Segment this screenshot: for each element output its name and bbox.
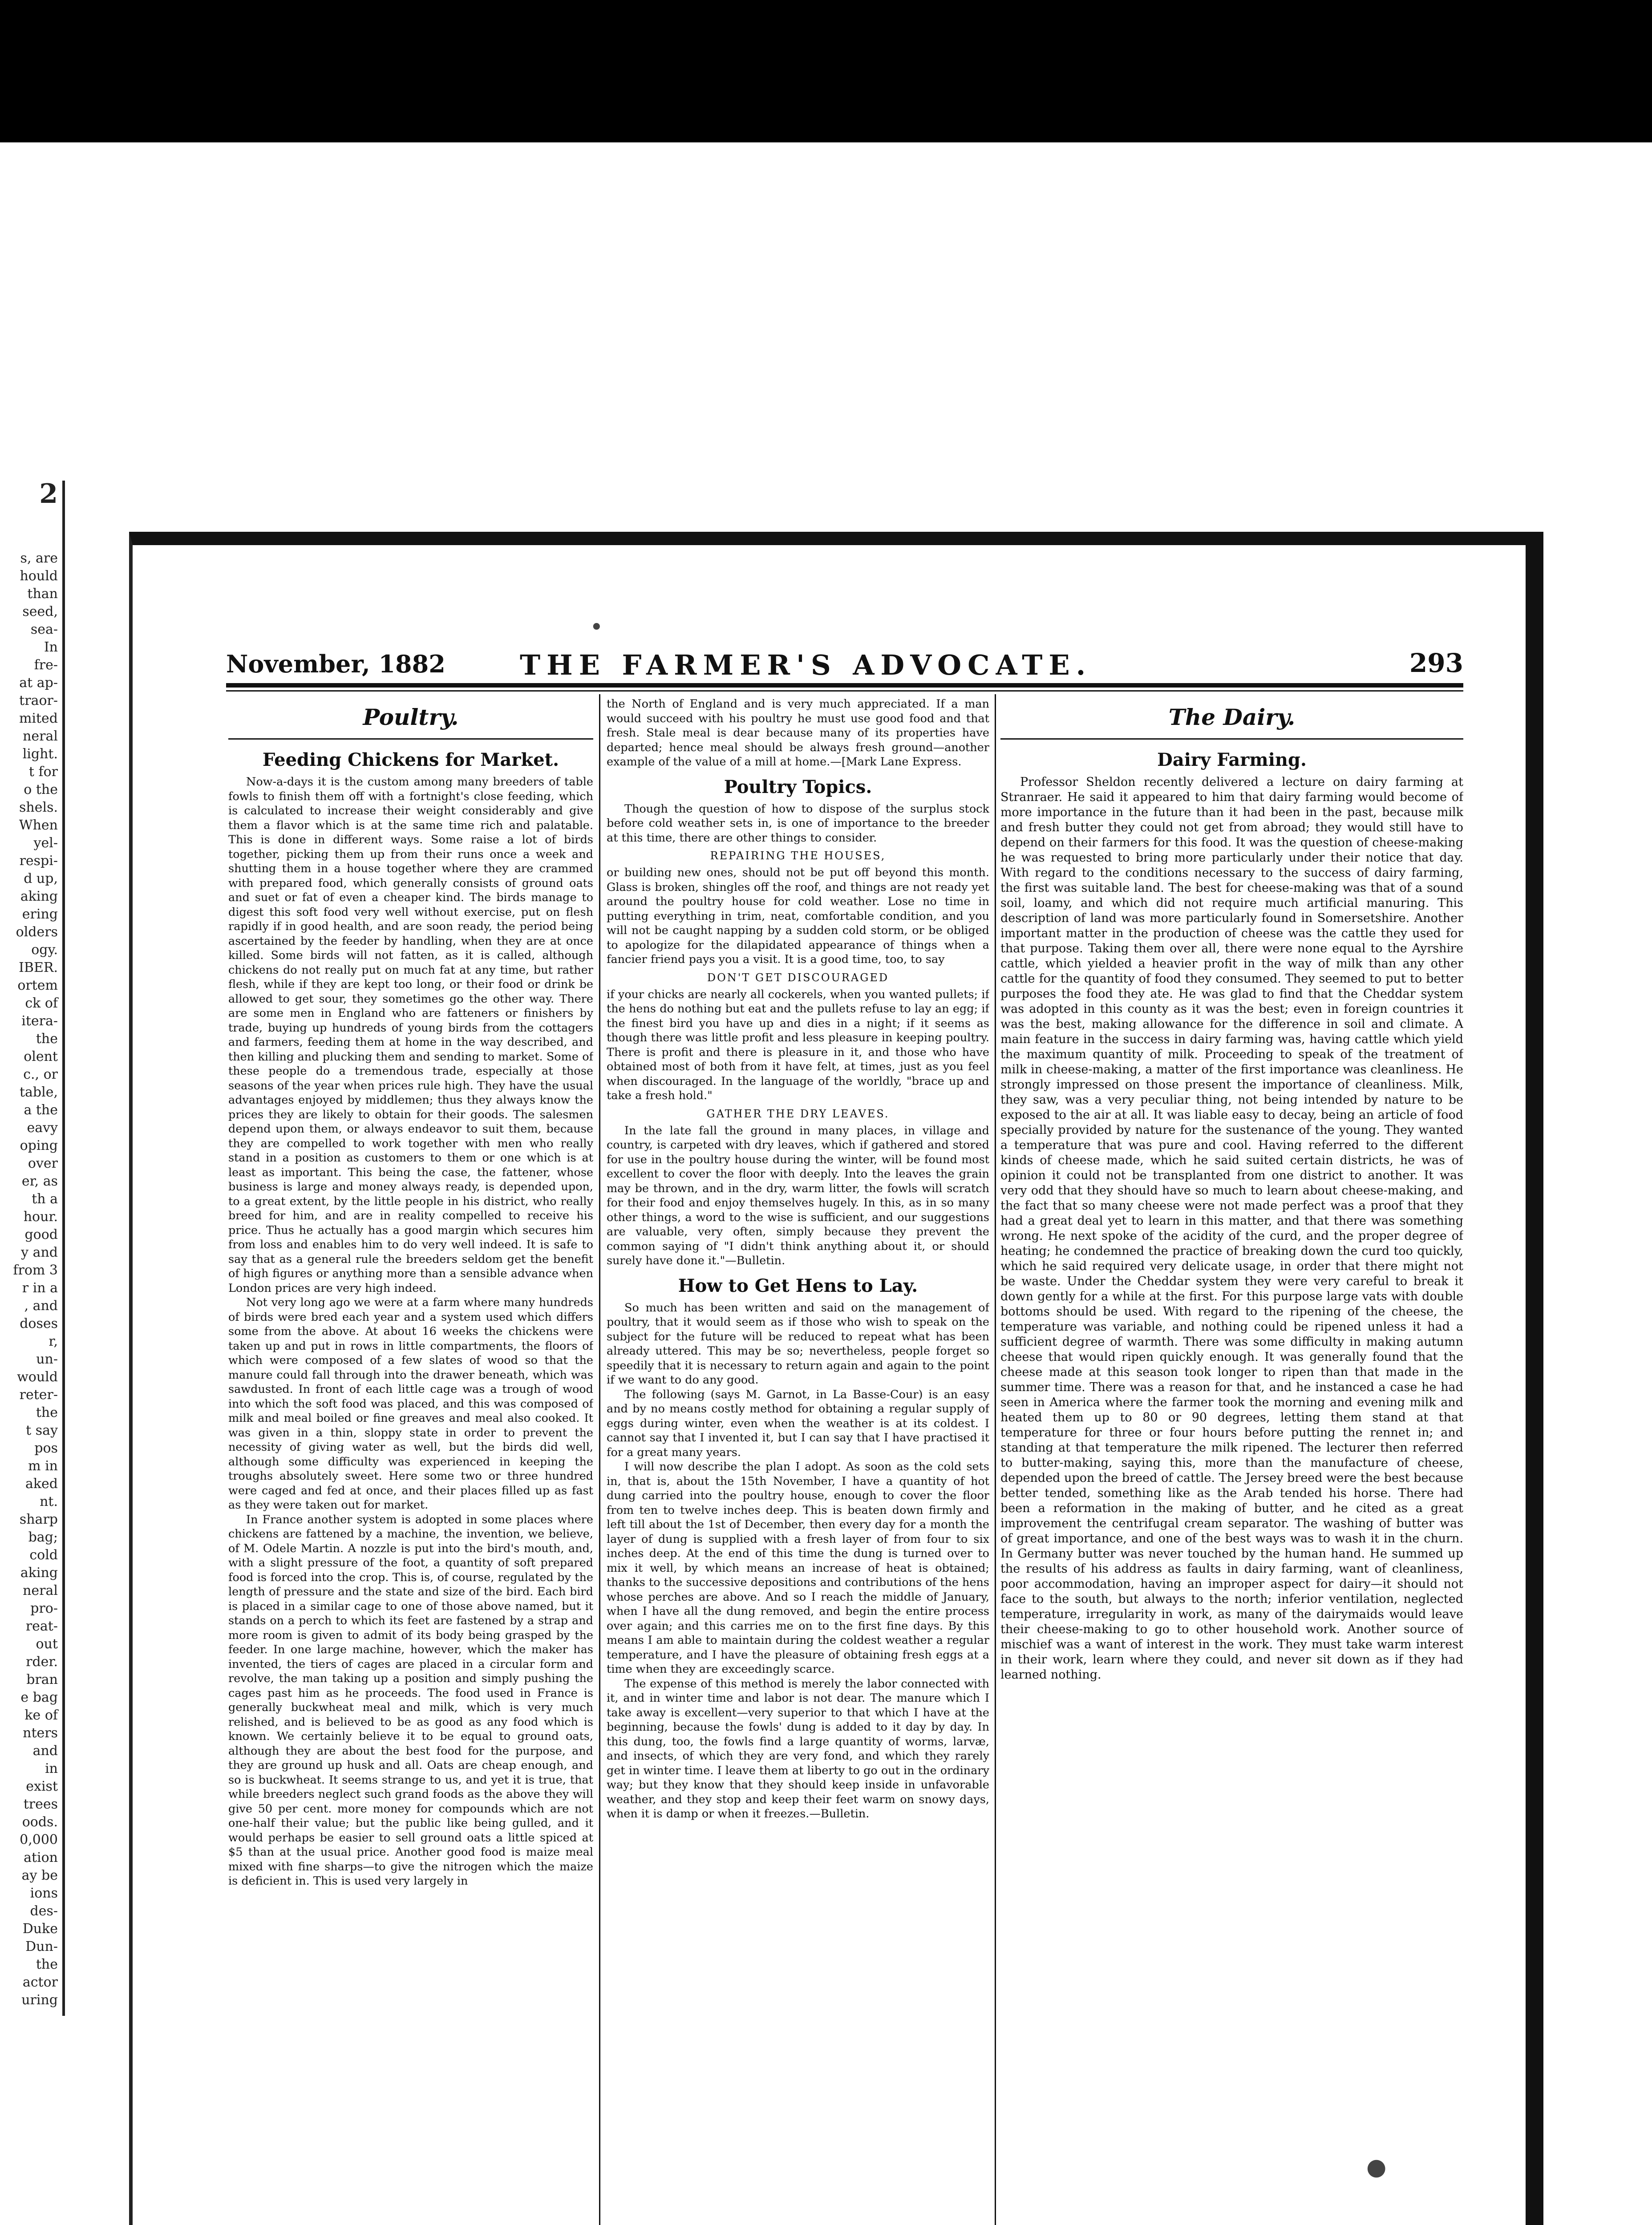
previous-page-fragment: eavy [27, 1120, 58, 1136]
previous-page-fragment: c., or [23, 1067, 58, 1082]
previous-page-fragment: cold [29, 1547, 58, 1563]
previous-page-fragment: ortem [17, 978, 58, 993]
article-title: Feeding Chickens for Market. [262, 749, 559, 770]
previous-page-fragment: than [27, 586, 58, 602]
previous-page-fragment: aked [25, 1476, 58, 1492]
previous-page-fragment: s, are [20, 550, 58, 566]
paragraph: Not very long ago we were at a farm where many hundreds of birds were bred each year and a system used which differs some from the above. At about 16 weeks the chickens were taken up and put in rows in little compartments, the floors of which were composed of a few slates of wood so that the manure could fall through into the drawer beneath, which was sawdusted. In front of each little cage was a trough of wood into which the soft food was placed, and this was composed of milk and meal boiled or fine greaves and meal also cooked. It was given in a thin, sloppy state in order to prevent the necessity of giving water as well, but the birds did well, although some difficulty was experienced in keeping the troughs absolutely sweet. Here some two or three hundred were caged and fed at once, and their places filled up as fast as they were taken out for market. [228, 1296, 593, 1512]
previous-page-fragment: from 3 [13, 1262, 58, 1278]
previous-page-fragment: bag; [28, 1529, 58, 1545]
previous-page-fragment: itera- [21, 1013, 58, 1029]
paragraph: if your chicks are nearly all cockerels, when you wanted pullets; if the hens do nothing but eat and the pullets refuse to lay an egg; if the finest bird you have up and dies in a night; if it seems as though there was little profit and less pleasure in keeping poultry. There is profit and there is pleasure in it, and those who have obtained most of both from it have felt, at times, just as you feel when discouraged. In the language of the worldly, "brace up and take a fresh hold." [607, 987, 989, 1102]
previous-page-fragment: actor [22, 1974, 58, 1990]
previous-page-fragment: traor- [19, 693, 58, 708]
previous-page-fragment: d up, [24, 871, 58, 886]
newspaper-page [129, 532, 1543, 2225]
previous-page-fragment: r, [49, 1334, 58, 1349]
column-divider [599, 694, 600, 2225]
section-rule [228, 738, 593, 740]
paragraph: Though the question of how to dispose of the surplus stock before cold weather sets in, is one of importance to the breeder at this time, there are other things to consider. [607, 802, 989, 845]
previous-page-fragment: hould [20, 568, 58, 584]
section-rule [1000, 738, 1463, 740]
previous-page-fragment: o the [24, 782, 58, 797]
subheading: REPAIRING THE HOUSES, [710, 850, 886, 862]
column-dairy [1000, 694, 1463, 2225]
previous-page-fragment: ogy. [31, 942, 58, 958]
article-title: How to Get Hens to Lay. [678, 1275, 918, 1296]
previous-page-fragment: ay be [21, 1868, 58, 1883]
previous-page-fragment: Dun- [25, 1939, 58, 1954]
previous-page-fragment: m in [28, 1458, 58, 1474]
previous-page-fragment: neral [23, 728, 58, 744]
paragraph: The expense of this method is merely the labor connected with it, and in winter time and labor is not dear. The manure which I take away is excellent—very superior to that which I have at the beginning, because the fowls' dung is added to it day by day. In this dung, too, the fowls find a large quantity of worms, larvæ, and insects, of which they are very fond, and which they rarely get in winter time. I leave them at liberty to go out in the ordinary way; but they know that they should keep inside in unfavorable weather, and they stop and keep their feet warm on snowy days, when it is damp or when it freezes.—Bulletin. [607, 1677, 989, 1820]
scan-speck: ● [1366, 2154, 1387, 2180]
paragraph: In France another system is adopted in some places where chickens are fattened by a machine, the invention, we believe, of M. Odele Martin. A nozzle is put into the bird's mouth, and, with a slight pressure of the foot, a quantity of soft prepared food is forced into the crop. This is, of course, regulated by the length of pressure and the state and size of the bird. Each bird is placed in a similar cage to one of those above named, but it stands on a perch to which its feet are fastened by a strap and more room is given to admit of its body being grasped by the feeder. In one large machine, however, which the maker has invented, the tiers of cages are placed in a circular form and revolve, the man taking up a position and simply pushing the cages past him as he proceeds. The food used in France is generally buckwheat meal and milk, which is very much relished, and is believed to be as good as any food which is known. We certainly believe it to be equal to ground oats, although they are about the best food for the purpose, and they are ground up husk and all. Oats are cheap enough, and so is buckwheat. It seems strange to us, and yet it is true, that while breeders neglect such grand foods as the above they will give 50 per cent. more money for compounds which are not one-half their value; but the public like being gulled, and it would perhaps be easier to sell ground oats a little spiced at $5 than at the usual price. Another good food is maize meal mixed with fine sharps—to give the nitrogen which the maize is deficient in. This is used very largely in [228, 1513, 593, 1888]
previous-page-fragment: ions [30, 1885, 58, 1901]
previous-page-fragment: ke of [24, 1707, 58, 1723]
previous-page-fragment: reter- [19, 1387, 58, 1403]
paragraph: In the late fall the ground in many places, in village and country, is carpeted with dry leaves, which if gathered and stored for use in the poultry house during the winter, will be found most excellent to cover the floor with deeply. Into the leaves the grain may be thrown, and in the dry, warm litter, the fowls will scratch for their food and enjoy themselves hugely. In this, as in so many other things, a word to the wise is sufficient, and our suggestions are valuable, very often, simply because they prevent the common saying of "I didn't think anything about it, or should surely have done it."—Bulletin. [607, 1124, 989, 1267]
column-divider [995, 694, 996, 2225]
paragraph: Professor Sheldon recently delivered a lecture on dairy farming at Stranraer. He said it appeared to him that dairy farming would become of more importance in the future than it had been in the past, because milk and fresh butter they could not get from abroad; they would still have to depend on their farmers for this food. It was the question of cheese-making he was requested to bring more particularly under their notice that day. With regard to the conditions necessary to the success of dairy farming, the first was suitable land. The best for cheese-making was that of a sound soil, loamy, and which did not require much artificial manuring. This description of land was more particularly found in Somersetshire. Another important matter in the production of cheese was the cattle they used for that purpose. Taking them over all, there were none equal to the Ayrshire cattle, which yielded a heavier profit in the way of milk than any other cattle for the quantity of food they consumed. They seemed to put to better purposes the food they ate. He was glad to find that the Cheddar system was adopted in this county as it was the best; even in foreign countries it was the best, making allowance for the difference in soil and climate. A main feature in the success in dairy farming was, having cattle which yield the maximum quantity of milk. Proceeding to speak of the treatment of milk in cheese-making, a matter of the first importance was cleanliness. He strongly impressed on those present the importance of cleanliness. Milk, they saw, was a very peculiar thing, not being intended by nature to be exposed to the air at all. It was liable easy to decay, being an article of food specially provided by nature for the sustenance of the young. They wanted a temperature that was pure and cool. Having referred to the different kinds of cheese made, which he said suited certain districts, he was of opinion it could not be transplanted from one district to another. It was very odd that they should have so much to learn about cheese-making, and the fact that so many cheese were not made perfect was a proof that they had a great deal yet to learn in this matter, and that there was something wrong. He next spoke of the acidity of the curd, and the proper degree of heating; he condemned the practice of breaking down the curd too quickly, which he said required very delicate usage, in order that there might not be waste. Under the Cheddar system they were very careful to break it down gently for a while at the first. For this purpose large vats with double bottoms should be used. With regard to the ripening of the cheese, the temperature was variable, and nothing could be ripened unless it had a sufficient degree of warmth. There was some difficulty in making autumn cheese that would ripen quickly enough. It was generally found that the cheese made at this season took longer to ripen than that made in the summer time. There was a reason for that, and he instanced a case he had seen in America where the farmer took the morning and evening milk and heated them up to 80 or 90 degrees, letting them stand at that temperature for three or four hours before putting the rennet in; and standing at that temperature the milk ripened. The lecturer then referred to butter-making, saying this, more than the manufacture of cheese, depended upon the breed of cattle. The Jersey breed were the best because better tended, something like as the Arab tended his horse. There had been a reformation in the making of butter, and he cited as a great improvement the centrifugal cream separator. The washing of butter was of great importance, and one of the best ways was to wash it in the churn. In Germany butter was never touched by the human hand. He summed up the results of his address as faults in dairy farming, want of cleanliness, poor accommodation, having an improper aspect for dairy—it should not face to the south, but always to the north; inferior ventilation, neglected temperature, irregularity in work, as many of the dairymaids would leave their cheese-making to go to other household work. Another source of mischief was a want of interest in the work. They must take warm interest in their work, learn where they could, and never sit down as if they had learned nothing. [1000, 775, 1463, 1682]
previous-page-fragment: mited [19, 711, 58, 726]
previous-page-fragment: neral [23, 1583, 58, 1598]
previous-page-fragment: yel- [33, 835, 58, 851]
previous-page-fragment: shels. [19, 800, 58, 815]
previous-page-fragment: out [36, 1636, 58, 1652]
previous-page-fragment: des- [30, 1903, 58, 1919]
previous-page-fragment: and [32, 1743, 58, 1759]
column-poultry-continued [607, 694, 989, 2225]
previous-page-fragment: exist [26, 1779, 58, 1794]
previous-page-fragment: the [36, 1405, 58, 1420]
previous-page-fragment: respi- [19, 853, 58, 869]
previous-page-fragment: pro- [30, 1601, 58, 1616]
previous-page-fragment: ering [22, 906, 58, 922]
previous-page-fragment: y and [21, 1245, 58, 1260]
previous-page-fragment: in [45, 1761, 58, 1776]
paragraph: the North of England and is very much appreciated. If a man would succeed with his poultry he must use good food and that fresh. Stale meal is dear because many of its properties have departed; hence meal should be always fresh ground—another example of the value of a mill at home.—[Mark Lane Express. [607, 697, 989, 769]
previous-page-fragment: er, as [21, 1173, 58, 1189]
previous-page-fragment: aking [20, 889, 58, 904]
previous-page-fragment: oping [20, 1138, 58, 1153]
previous-page-fragment: pos [34, 1440, 58, 1456]
previous-page-fragment: trees [23, 1796, 58, 1812]
previous-page-fragment: would [17, 1369, 58, 1385]
previous-page-fragment: r in a [22, 1280, 58, 1296]
previous-page-fragment: When [19, 817, 58, 833]
subheading: GATHER THE DRY LEAVES. [706, 1107, 890, 1120]
header-rule [226, 683, 1463, 688]
previous-page-fragment: bran [26, 1672, 58, 1687]
previous-page-fragment: the [36, 1031, 58, 1047]
column-poultry [228, 694, 593, 2225]
previous-page-fragment: hour. [23, 1209, 58, 1225]
previous-page-fragment: nt. [40, 1494, 58, 1509]
paragraph: I will now describe the plan I adopt. As soon as the cold sets in, that is, about the 15th November, I have a quantity of hot dung carried into the poultry house, enough to cover the floor from ten to twelve inches deep. This is beaten down firmly and left till about the 1st of December, then every day for a month the layer of dung is supplied with a fresh layer of from four to six inches deep. At the end of this time the dung is turned over to mix it well, by which means an increase of heat is obtained; thanks to the successive depositions and contributions of the hens whose perches are above. And so I reach the middle of January, when I have all the dung removed, and begin the entire process over again; and this carries me on to the first fine days. By this means I am able to maintain during the coldest weather a regular temperature, and I have the pleasure of obtaining fresh eggs at a time when they are exceedingly scarce. [607, 1460, 989, 1676]
previous-page-fragment: the [36, 1957, 58, 1972]
previous-page-edge [0, 478, 65, 2016]
previous-page-fragment: light. [22, 746, 58, 762]
header-rule-thin [226, 690, 1463, 692]
previous-page-fragment: ation [24, 1850, 58, 1865]
previous-page-fragment: t say [26, 1423, 58, 1438]
section-heading: The Dairy. [1168, 704, 1296, 730]
previous-page-fragment: sea- [30, 622, 58, 637]
previous-page-fragment: sharp [19, 1512, 58, 1527]
previous-page-fragment: rder. [26, 1654, 58, 1670]
previous-page-fragment: aking [20, 1565, 58, 1581]
article-title: Poultry Topics. [724, 776, 872, 797]
previous-page-fragment: Duke [22, 1921, 58, 1937]
previous-page-fragment: at ap- [19, 675, 58, 691]
previous-page-fragment: table, [19, 1084, 58, 1100]
previous-page-fragment: In [44, 639, 58, 655]
previous-page-fragment: doses [20, 1316, 58, 1331]
previous-page-fragment: uring [21, 1992, 58, 2008]
page-header [226, 641, 1463, 681]
previous-page-fragment: olders [16, 924, 58, 940]
previous-page-fragment: oods. [22, 1814, 58, 1830]
header-date: November, 1882 [226, 650, 445, 678]
article-title: Dairy Farming. [1157, 749, 1307, 770]
previous-page-fragment: a the [24, 1102, 58, 1118]
paragraph: Now-a-days it is the custom among many breeders of table fowls to finish them off with a fortnight's close feeding, which is calculated to increase their weight considerably and give them a flavor which is at the same time rich and palatable. This is done in different ways. Some raise a lot of birds together, picking them up from their runs once a week and shutting them in a house together where they are crammed with prepared food, which generally consists of ground oats and suet or fat of even a cheaper kind. The birds manage to digest this soft food very well without exercise, put on flesh rapidly if in good health, and are soon ready, the period being ascertained by the feeder by handling, when they are at once killed. Some birds will not fatten, as it is called, although chickens do not really put on much fat at any time, but rather flesh, while if they are kept too long, or their food or drink be allowed to get sour, they sometimes go the other way. There are some men in England who are fatteners or finishers by trade, buying up hundreds of young birds from the cottagers and farmers, feeding them at home in the way described, and then killing and plucking them and sending to market. Some of these people do a tremendous trade, especially at those seasons of the year when prices rule high. They have the usual advantages enjoyed by middlemen; thus they always know the prices they are likely to obtain for their goods. The salesmen depend upon them, or always endeavor to suit them, because they are compelled to work together with men who really stand in a position as customers to them or one which is at least as important. This being the case, the fattener, whose business is large and money always ready, is depended upon, to a great extent, by the little people in his district, who really breed for him, and are in reality compelled to receive his price. Thus he actually has a good margin which secures him from loss and enables him to do very well indeed. It is safe to say that as a general rule the breeders seldom get the benefit of high figures or anything more than a sensible advance when London prices are very high indeed. [228, 775, 593, 1295]
section-heading: Poultry. [363, 704, 459, 730]
previous-page-fragment: 0,000 [20, 1832, 58, 1848]
previous-page-fragment: reat- [25, 1618, 58, 1634]
previous-page-fragment: e bag [20, 1690, 58, 1705]
previous-page-fragment: t for [28, 764, 58, 780]
paragraph: or building new ones, should not be put off beyond this month. Glass is broken, shingles off the roof, and things are not ready yet around the poultry house for cold weather. Lose no time in putting everything in trim, neat, comfortable condition, and you will not be caught napping by a sudden cold storm, or be obliged to apologize for the dilapidated appearance of things when a fancier friend pays you a visit. It is a good time, too, to say [607, 866, 989, 966]
previous-page-fragment: fre- [34, 657, 58, 673]
paragraph: So much has been written and said on the management of poultry, that it would seem as if those who wish to speak on the subject for the future will be reduced to repeat what has been already uttered. This may be so; nevertheless, people forget so speedily that it is necessary to return again and again to the point if we want to do any good. [607, 1301, 989, 1387]
previous-page-fragment: nters [23, 1725, 58, 1741]
previous-page-fragment: ck of [25, 995, 58, 1011]
paragraph: The following (says M. Garnot, in La Basse-Cour) is an easy and by no means costly method for obtaining a regular supply of eggs during winter, even when the weather is at its coldest. I cannot say that I invented it, but I can say that I have practised it for a great many years. [607, 1388, 989, 1459]
previous-page-fragment: seed, [22, 604, 58, 619]
previous-page-fragment: 2 [39, 478, 58, 510]
previous-page-fragment: over [28, 1156, 58, 1171]
previous-page-fragment: th a [32, 1191, 58, 1207]
page-number: 293 [1409, 648, 1463, 678]
previous-page-fragment: , and [24, 1298, 58, 1314]
previous-page-fragment: good [24, 1227, 58, 1242]
previous-page-fragment: un- [36, 1351, 58, 1367]
header-title: THE FARMER'S ADVOCATE. [520, 649, 1092, 681]
scan-speck: • [590, 614, 603, 641]
subheading: DON'T GET DISCOURAGED [707, 971, 889, 984]
previous-page-fragment: olent [24, 1049, 58, 1064]
previous-page-fragment: IBER. [19, 960, 58, 975]
scan-top-margin [129, 142, 1652, 543]
